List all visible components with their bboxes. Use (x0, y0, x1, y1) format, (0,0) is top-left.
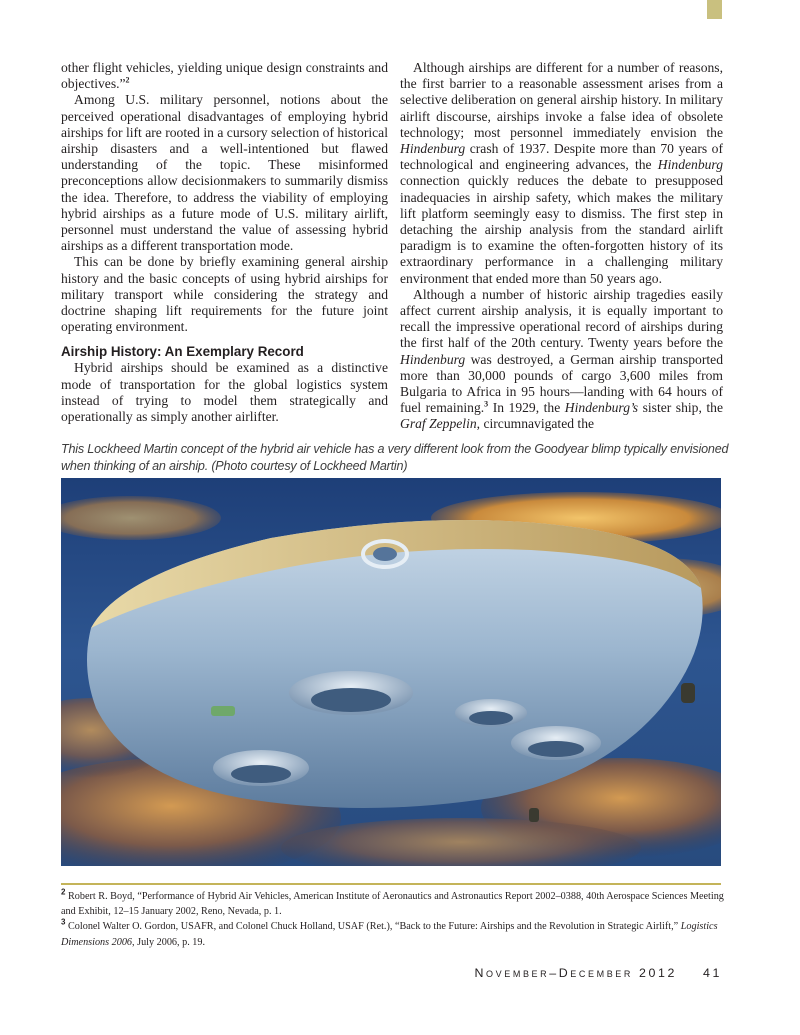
hybrid-air-vehicle-illustration (61, 478, 721, 866)
rp2-text-b: was destroyed, a German airship transported more than 30,000 pounds of cargo 3,600 miles from Bulgaria to Africa in 95 hours—landing with 64 hours of fuel remaining. (400, 351, 723, 416)
figure-caption: This Lockheed Martin concept of the hybrid air vehicle has a very different look from the Goodyear blimp typically envisioned when thinking of an airship. (Photo courtesy of Lockheed Martin) (61, 442, 729, 473)
footnote-2-number: 2 (61, 887, 66, 897)
right-paragraph-2 (400, 287, 723, 433)
rp1-text-a: Although airships are different for a number of reasons, the first barrier to a reasonable assessment arises from a selective deliberation on general airship history. In military airlift discourse, airships invoke a false idea of obsolete technology; most personnel immediately envision the (400, 60, 723, 140)
left-column (61, 60, 388, 425)
footnote-3-tail: , July 2006, p. 19. (132, 936, 206, 948)
footnote-ref-2: 2 (125, 75, 130, 85)
rp2-text-e: , circumnavigated the (476, 416, 595, 432)
rp2-italic-2: Hindenburg’s (564, 400, 639, 416)
left-paragraph-2: Among U.S. military personnel, notions about the perceived operational disadvantages of employing hybrid airships for lift are rooted in a cursory selection of historical airship disasters and a well-intentioned but flawed understanding of the topic. These misinformed preconceptions allow decisionmakers to summarily dismiss the idea. Therefore, to address the viability of employing hybrid airships as a future mode of U.S. military airlift, personnel must understand the value of assessing hybrid airships as a different transportation mode. (61, 92, 388, 254)
right-paragraph-1 (400, 60, 723, 287)
corner-tab (707, 0, 722, 19)
rp2-text-c: In 1929, the (488, 400, 565, 416)
left-paragraph-1-text: other flight vehicles, yielding unique design constraints and objectives.” (61, 60, 388, 92)
left-paragraph-3: This can be done by briefly examining general airship history and the basic concepts of using hybrid airships for military transport while considering the strategy and doctrine shaping lift requirements for the future joint operating environment. (61, 254, 388, 335)
page-number: 41 (703, 966, 722, 980)
page-footer (475, 966, 723, 980)
rp1-italic-2: Hindenburg (657, 157, 723, 173)
footnote-3 (61, 919, 731, 949)
rp2-text-a: Although a number of historic airship tragedies easily affect current airship analysis, it is equally important to recall the impressive operational record of airships during the first half of the 20th century. Twenty years before the (400, 286, 723, 351)
rp1-text-b: crash of 1937. Despite more than 70 years of technological and engineering advances, the (400, 141, 723, 173)
issue-date: November–December 2012 (474, 966, 678, 980)
rp2-italic-1: Hindenburg (400, 351, 466, 367)
footnote-ref-3: 3 (484, 399, 489, 409)
footnote-divider (61, 883, 721, 885)
section-heading: Airship History: An Exemplary Record (61, 344, 304, 360)
footnotes (61, 889, 731, 950)
rp2-text-d: sister ship, the (638, 400, 723, 416)
airship-photo (61, 478, 721, 866)
footnote-2-text: Robert R. Boyd, “Performance of Hybrid Air Vehicles, American Institute of Aeronautics and Astronautics Report 2002–0388, 40th Aerospace Sciences Meeting and Exhibit, 12–15 January 2002, Reno, Nevada, p. 1. (61, 891, 724, 918)
left-paragraph-1 (61, 60, 388, 92)
left-paragraph-4: Hybrid airships should be examined as a distinctive mode of transportation for the global logistics system instead of trying to model them strategically and operationally as simply another airlifter. (61, 360, 388, 425)
rp2-italic-3: Graf Zeppelin (400, 416, 477, 432)
footnote-3-italic: Logistics Dimensions 2006 (61, 921, 718, 948)
footnote-3-number: 3 (61, 918, 66, 928)
footnote-2 (61, 889, 731, 919)
right-column (400, 60, 723, 433)
footnote-3-text: Colonel Walter O. Gordon, USAFR, and Colonel Chuck Holland, USAF (Ret.), “Back to the Future: Airships and the Revolution in Strategic Airlift,” (68, 921, 681, 933)
rp1-italic-1: Hindenburg (400, 141, 466, 157)
rp1-text-c: connection quickly reduces the debate to presupposed inadequacies in airship safety, which makes the military lift platform seemingly easy to dismiss. The first step in detaching the airship analysis from the standard airlift paradigm is to examine the often-forgotten history of its extraordinary performance in a challenging military environment that ended more than 50 years ago. (400, 173, 723, 286)
